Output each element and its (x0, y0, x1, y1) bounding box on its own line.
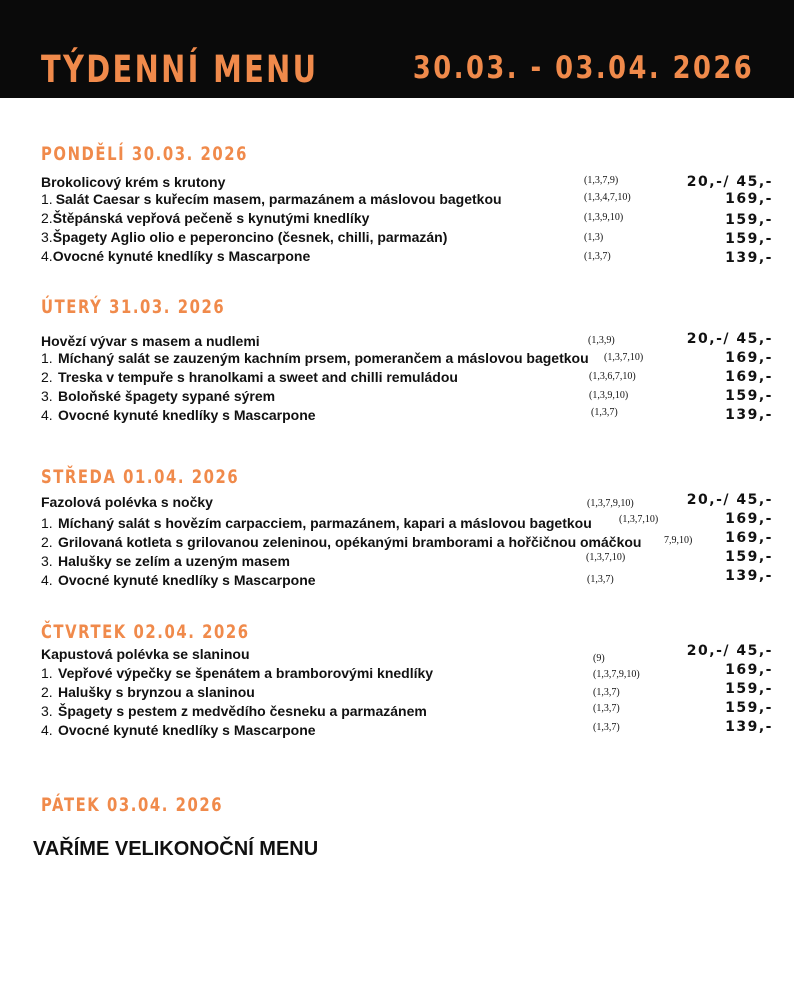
price: 169,- (725, 369, 773, 385)
menu-item: 4. Ovocné kynuté knedlíky s Mascarpone (41, 572, 316, 588)
day-heading-wednesday: STŘEDA 01.04. 2026 (41, 466, 240, 488)
price: 20,-/ 45,- (686, 643, 773, 659)
price: 159,- (725, 549, 773, 565)
allergen-codes: (1,3) (584, 232, 604, 243)
allergen-codes: (1,3,7) (593, 687, 620, 698)
header-bar (0, 0, 794, 98)
price: 139,- (725, 407, 773, 423)
price: 159,- (725, 681, 773, 697)
day-heading-monday: PONDĚLÍ 30.03. 2026 (41, 143, 248, 165)
menu-item: Hovězí vývar s masem a nudlemi (41, 333, 260, 349)
allergen-codes: 7,9,10) (664, 535, 693, 546)
price: 139,- (725, 250, 773, 266)
menu-item: 2. Grilovaná kotleta s grilovanou zeleninou, opékanými bramborami a hořčičnou omáčkou (41, 534, 642, 550)
day-heading-friday: PÁTEK 03.04. 2026 (41, 794, 224, 816)
allergen-codes: (9) (593, 653, 605, 664)
menu-item: 1. Míchaný salát s hovězím carpacciem, parmazánem, kapari a máslovou bagetkou (41, 515, 592, 531)
price: 169,- (725, 350, 773, 366)
price: 159,- (725, 388, 773, 404)
allergen-codes: (1,3,9) (588, 335, 615, 346)
date-range: 30.03. - 03.04. 2026 (412, 50, 754, 86)
price: 159,- (725, 212, 773, 228)
price: 169,- (725, 530, 773, 546)
menu-item: Fazolová polévka s nočky (41, 494, 213, 510)
allergen-codes: (1,3,7,9,10) (587, 498, 634, 509)
menu-item: 2. Treska v tempuře s hranolkami a sweet and chilli remuládou (41, 369, 458, 385)
menu-item: 2. Halušky s brynzou a slaninou (41, 684, 255, 700)
menu-item: 3. Halušky se zelím a uzeným masem (41, 553, 290, 569)
menu-item: Brokolicový krém s krutony (41, 174, 226, 190)
price: 20,-/ 45,- (686, 174, 773, 190)
menu-item: 4. Ovocné kynuté knedlíky s Mascarpone (41, 722, 316, 738)
menu-item: 1. Vepřové výpečky se špenátem a bramborovými knedlíky (41, 665, 434, 681)
allergen-codes: (1,3,7) (593, 703, 620, 714)
allergen-codes: (1,3,6,7,10) (589, 371, 636, 382)
price: 139,- (725, 719, 773, 735)
allergen-codes: (1,3,7) (584, 251, 611, 262)
day-heading-thursday: ČTVRTEK 02.04. 2026 (41, 621, 250, 643)
allergen-codes: (1,3,7) (593, 722, 620, 733)
menu-item: 3.Špagety Aglio olio e peperoncino (česnek, chilli, parmazán) (41, 229, 448, 245)
price: 159,- (725, 231, 773, 247)
price: 169,- (725, 191, 773, 207)
price: 169,- (725, 662, 773, 678)
menu-item: Kapustová polévka se slaninou (41, 646, 250, 662)
day-heading-tuesday: ÚTERÝ 31.03. 2026 (41, 296, 226, 318)
price: 169,- (725, 511, 773, 527)
allergen-codes: (1,3,7,9,10) (593, 669, 640, 680)
allergen-codes: (1,3,7,10) (619, 514, 659, 525)
price: 159,- (725, 700, 773, 716)
friday-note: VAŘÍME VELIKONOČNÍ MENU (33, 838, 319, 860)
menu-item: 3. Špagety s pestem z medvědího česneku a parmazánem (41, 703, 427, 719)
allergen-codes: (1,3,7,10) (604, 352, 644, 363)
price: 20,-/ 45,- (686, 331, 773, 347)
allergen-codes: (1,3,9,10) (584, 212, 624, 223)
menu-item: 4. Ovocné kynuté knedlíky s Mascarpone (41, 407, 316, 423)
allergen-codes: (1,3,4,7,10) (584, 192, 631, 203)
menu-item: 4.Ovocné kynuté knedlíky s Mascarpone (41, 248, 311, 264)
page-title: TÝDENNÍ MENU (41, 48, 319, 91)
menu-item: 2.Štěpánská vepřová pečeně s kynutými knedlíky (41, 210, 370, 226)
price: 20,-/ 45,- (686, 492, 773, 508)
menu-item: 1. Míchaný salát se zauzeným kachním prsem, pomerančem a máslovou bagetkou (41, 350, 589, 366)
price: 139,- (725, 568, 773, 584)
allergen-codes: (1,3,9,10) (589, 390, 629, 401)
allergen-codes: (1,3,7) (587, 574, 614, 585)
allergen-codes: (1,3,7,10) (586, 552, 626, 563)
menu-item: 1. Salát Caesar s kuřecím masem, parmazánem a máslovou bagetkou (41, 191, 502, 207)
menu-item: 3. Boloňské špagety sypané sýrem (41, 388, 276, 404)
allergen-codes: (1,3,7) (591, 407, 618, 418)
allergen-codes: (1,3,7,9) (584, 175, 619, 186)
